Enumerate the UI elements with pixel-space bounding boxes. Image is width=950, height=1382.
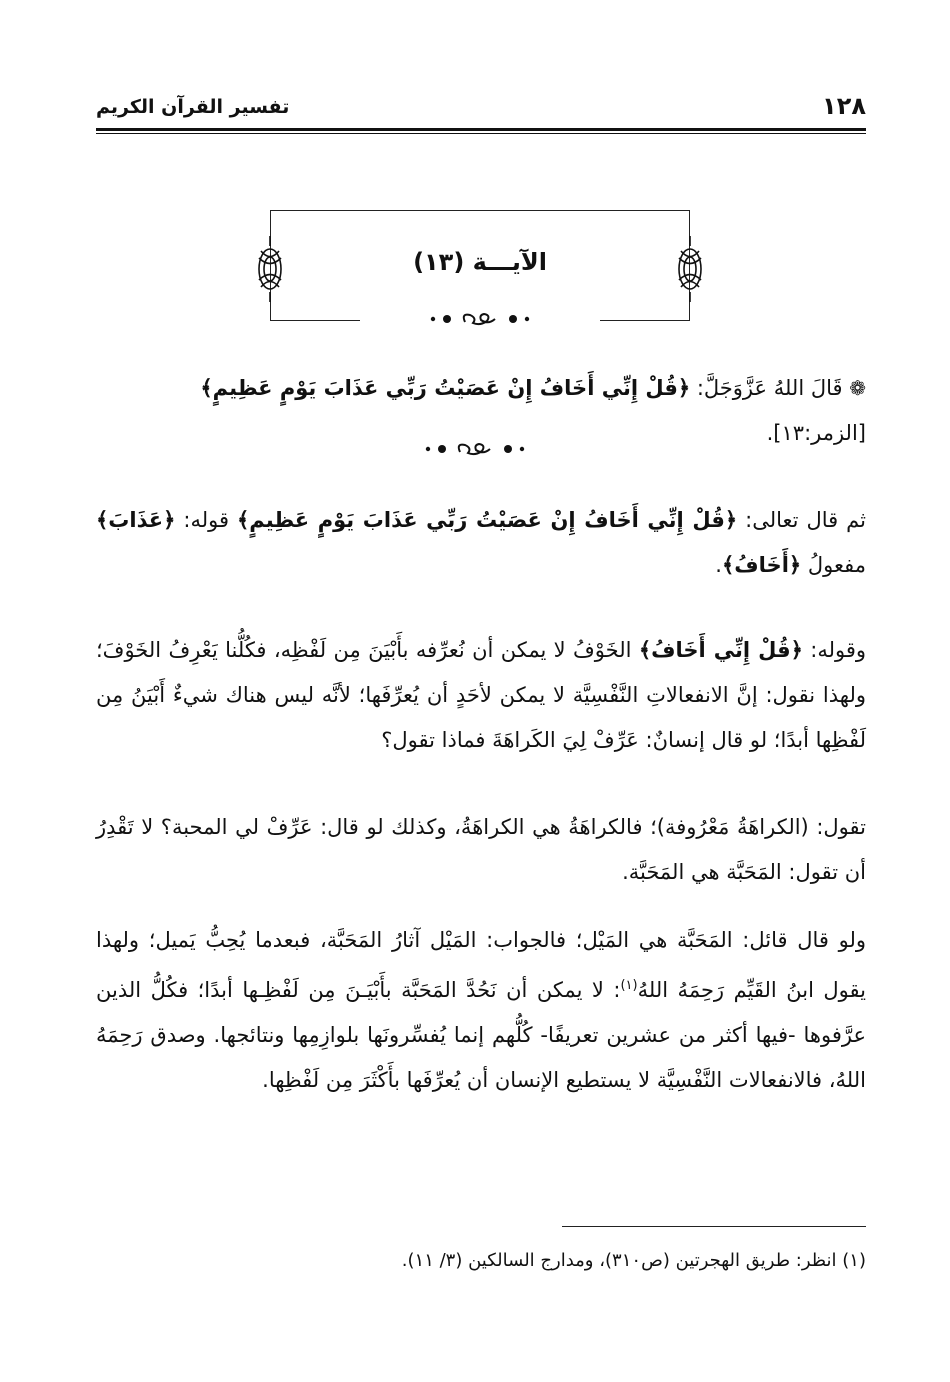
- header-rule-thin: [96, 133, 866, 134]
- quran-quote: ﴿أَخَافُ﴾: [721, 553, 802, 577]
- running-header: [96, 92, 866, 128]
- paragraph: وقوله: ﴿قُلْ إِنِّي أَخَافُ﴾ الخَوْفُ لا يمكن أن نُعرِّفه بأَبْيَنَ مِن لَفْظِه، فكُلُّنا يَعْرِفُ الخَوْفَ؛ ولهذا نقول: إنَّ الانفعالاتِ النَّفْسِيَّة لا يمكن لأحَدٍ أن يُعرِّفَها؛ لأنَّه ليس هناك شيءٌ أَبْيَنُ مِن لَفْظِها أبدًا؛ لو قال إنسانٌ: عَرِّفْ لِيَ الكَراهَةَ فماذا تقول؟: [96, 638, 867, 752]
- verse-reference: [الزمر:١٣].: [766, 421, 866, 445]
- footnote-rule: [562, 1226, 866, 1227]
- verse-lead: قَالَ اللهُ عَزَّوَجَلَّ:: [696, 376, 843, 400]
- footnote-marker: (١): [620, 978, 638, 993]
- paragraph: ثم قال تعالى: ﴿قُلْ إِنِّي أَخَافُ إِنْ عَصَيْتُ رَبِّي عَذَابَ يَوْمٍ عَظِيمٍ﴾ قوله: ﴿عَذَابَ﴾ مفعولُ ﴿أَخَافُ﴾.: [96, 508, 866, 577]
- paragraph: تقول: (الكراهَةُ مَعْرُوفة)؛ فالكراهَةُ هي الكراهَةُ، وكذلك لو قال: عَرِّفْ لي المحبة؟ لا تَقْدِرُ أن تقول: المَحَبَّة هي المَحَبَّة.: [96, 815, 866, 884]
- flower-ornament-icon: ❁: [849, 376, 866, 400]
- divider-ornament-icon: [420, 440, 530, 458]
- divider-ornament-icon: [425, 310, 535, 328]
- quran-quote: ﴿قُلْ إِنِّي أَخَافُ إِنْ عَصَيْتُ رَبِّي عَذَابَ يَوْمٍ عَظِيمٍ﴾: [236, 508, 738, 532]
- paragraph: ولو قال قائل: المَحَبَّة هي المَيْل؛ فالجواب: المَيْل آثارُ المَحَبَّة، فبعدما يُحِبُّ يَميل؛ ولهذا يقول ابنُ القَيِّم رَحِمَهُ اللهُ$^{(١)}$: لا يمكن أن نَحُدَّ المَحَبَّة بأَبْيَـنَ مِن لَفْظِـها أبدًا؛ فكُلُّ الذين عرَّفوها -فيها أكثر من عشرين تعريفًا- كُلُّهم إنما يُفسِّرونَها بلوازِمِها ونتائجها. وصدق رَحِمَهُ اللهُ، فالانفعالات النَّفْسِيَّة لا يستطيع الإنسان أن يُعرِّفَها بأَكْثَرَ مِن لَفْظِها.: [96, 928, 866, 1092]
- ayah-title-frame: [270, 210, 690, 322]
- section-divider: [0, 440, 950, 462]
- book-title: تفسير القرآن الكريم: [96, 96, 290, 118]
- header-rule-thick: [96, 128, 866, 131]
- section-divider: [270, 310, 690, 332]
- ayah-title: الآيـــة (١٣): [413, 248, 547, 276]
- verse-quote: ﴿قُلْ إِنِّي أَخَافُ إِنْ عَصَيْتُ رَبِّي عَذَابَ يَوْمٍ عَظِيمٍ﴾: [200, 376, 691, 400]
- page-number: ١٢٨: [822, 92, 866, 120]
- quran-quote: ﴿عَذَابَ﴾: [96, 508, 176, 532]
- quran-quote: ﴿قُلْ إِنِّي أَخَافُ﴾: [638, 638, 803, 662]
- footnote: (١) انظر: طريق الهجرتين (ص٣١٠)، ومدارج السالكين (٣/ ١١).: [401, 1250, 866, 1271]
